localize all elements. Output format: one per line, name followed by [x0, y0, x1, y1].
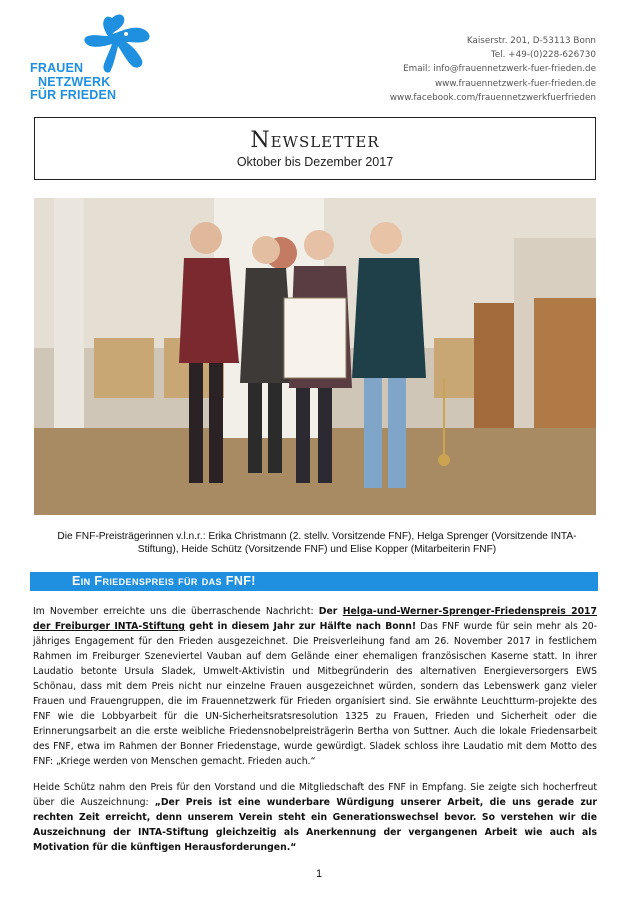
p1-intro: Im November erreichte uns die überraschende Nachricht:: [33, 606, 319, 617]
logo-wordmark: [30, 62, 116, 103]
section-heading: Ein Friedenspreis für das FNF!: [72, 574, 256, 588]
contact-facebook[interactable]: www.facebook.com/frauennetzwerkfuerfrieden: [389, 92, 596, 103]
logo-line-2: NETZWERK: [38, 74, 111, 89]
fnf-logo: [30, 12, 180, 107]
p1-rest: Das FNF wurde für sein mehr als 20-jähriges Engagement für den Frieden ausgezeichnet. Die Preisverleihung fand am 26. November 2017 in festlichem Rahmen im Freiburger Szeneviertel Vauban auf dem Gelände einer ehemaligen französischen Kaserne statt. In ihrer Laudatio betonte Ursula Sladek, Umwelt-Aktivistin und Mitbegründerin des alternativen Energieversorgers EWS Schönau, dass mit dem Preis nicht nur einzelne Frauen ausgezeichnet würden, sondern das Lebenswerk ganz vieler Frauen und Frauengruppen, die im Frauennetzwerk für Frieden organisiert sind. Sie erwähnte Leuchtturm-projekte des FNF wie die Lobbyarbeit für die UN-Sicherheitsratsresolution 1325 zu Frauen, Frieden und Sicherheit oder die Erinnerungsarbeit an die erste weibliche Friedensnobelpreisträgerin Bertha von Suttner. Auch die lokale Friedensarbeit des FNF, etwa im Rahmen der Bonner Friedenstage, wurde gewürdigt. Sladek schloss ihre Laudatio mit dem Motto des FNF: „Kriege werden von Menschen gemacht. Frieden auch.“: [33, 621, 597, 767]
logo-line-1: FRAUEN: [30, 61, 84, 75]
p1-bold-a: Der: [318, 606, 343, 617]
p1-bold-b: geht in diesem Jahr zur Hälfte nach Bonn!: [184, 621, 417, 632]
p2-quote: „Der Preis ist eine wunderbare Würdigung unserer Arbeit, die uns gerade zur rechten Zeit erreicht, denn unserem Verein steht ein Generationswechsel bevor. So verstehen wir die Auszeichnung der INTA-Stiftung gleichzeitig als Anerkennung der vergangenen Arbeit wie auch als Motivation für die künftigen Herausforderungen.“: [33, 797, 597, 853]
page-number: 1: [315, 868, 323, 880]
contact-email[interactable]: Email: info@frauennetzwerk-fuer-frieden.de: [403, 64, 596, 75]
article-paragraph-2: [33, 780, 597, 855]
contact-address: Kaiserstr. 201, D-53113 Bonn: [466, 36, 596, 46]
p2-intro: Heide Schütz nahm den Preis für den Vorstand und die Mitgliedschaft des FNF in Empfang. Sie zeigte sich hocherfreut über die Auszeichnung:: [33, 782, 597, 808]
prize-name: Helga-und-Werner-Sprenger-Friedenspreis 2017 der Freiburger INTA-Stiftung: [33, 606, 597, 632]
contact-website[interactable]: www.frauennetzwerk-fuer-frieden.de: [434, 78, 596, 89]
section-heading-bar: [30, 572, 598, 591]
newsletter-title-box: [34, 117, 596, 180]
article-paragraph-1: [33, 604, 597, 769]
award-photo: [34, 198, 596, 515]
newsletter-period: Oktober bis Dezember 2017: [236, 155, 394, 169]
contact-block: [390, 34, 596, 105]
logo-line-3: FÜR FRIEDEN: [30, 88, 117, 102]
newsletter-title: Newsletter: [250, 128, 380, 153]
contact-phone: Tel. +49-(0)228-626730: [490, 50, 596, 61]
photo-caption: Die FNF-Preisträgerinnen v.l.n.r.: Erika Christmann (2. stellv. Vorsitzende FNF), Helga Sprenger (Vorsitzende INTA-Stiftung), Heide Schütz (Vorsitzende FNF) und Elise Kopper (Mitarbeiterin FNF): [57, 531, 577, 555]
